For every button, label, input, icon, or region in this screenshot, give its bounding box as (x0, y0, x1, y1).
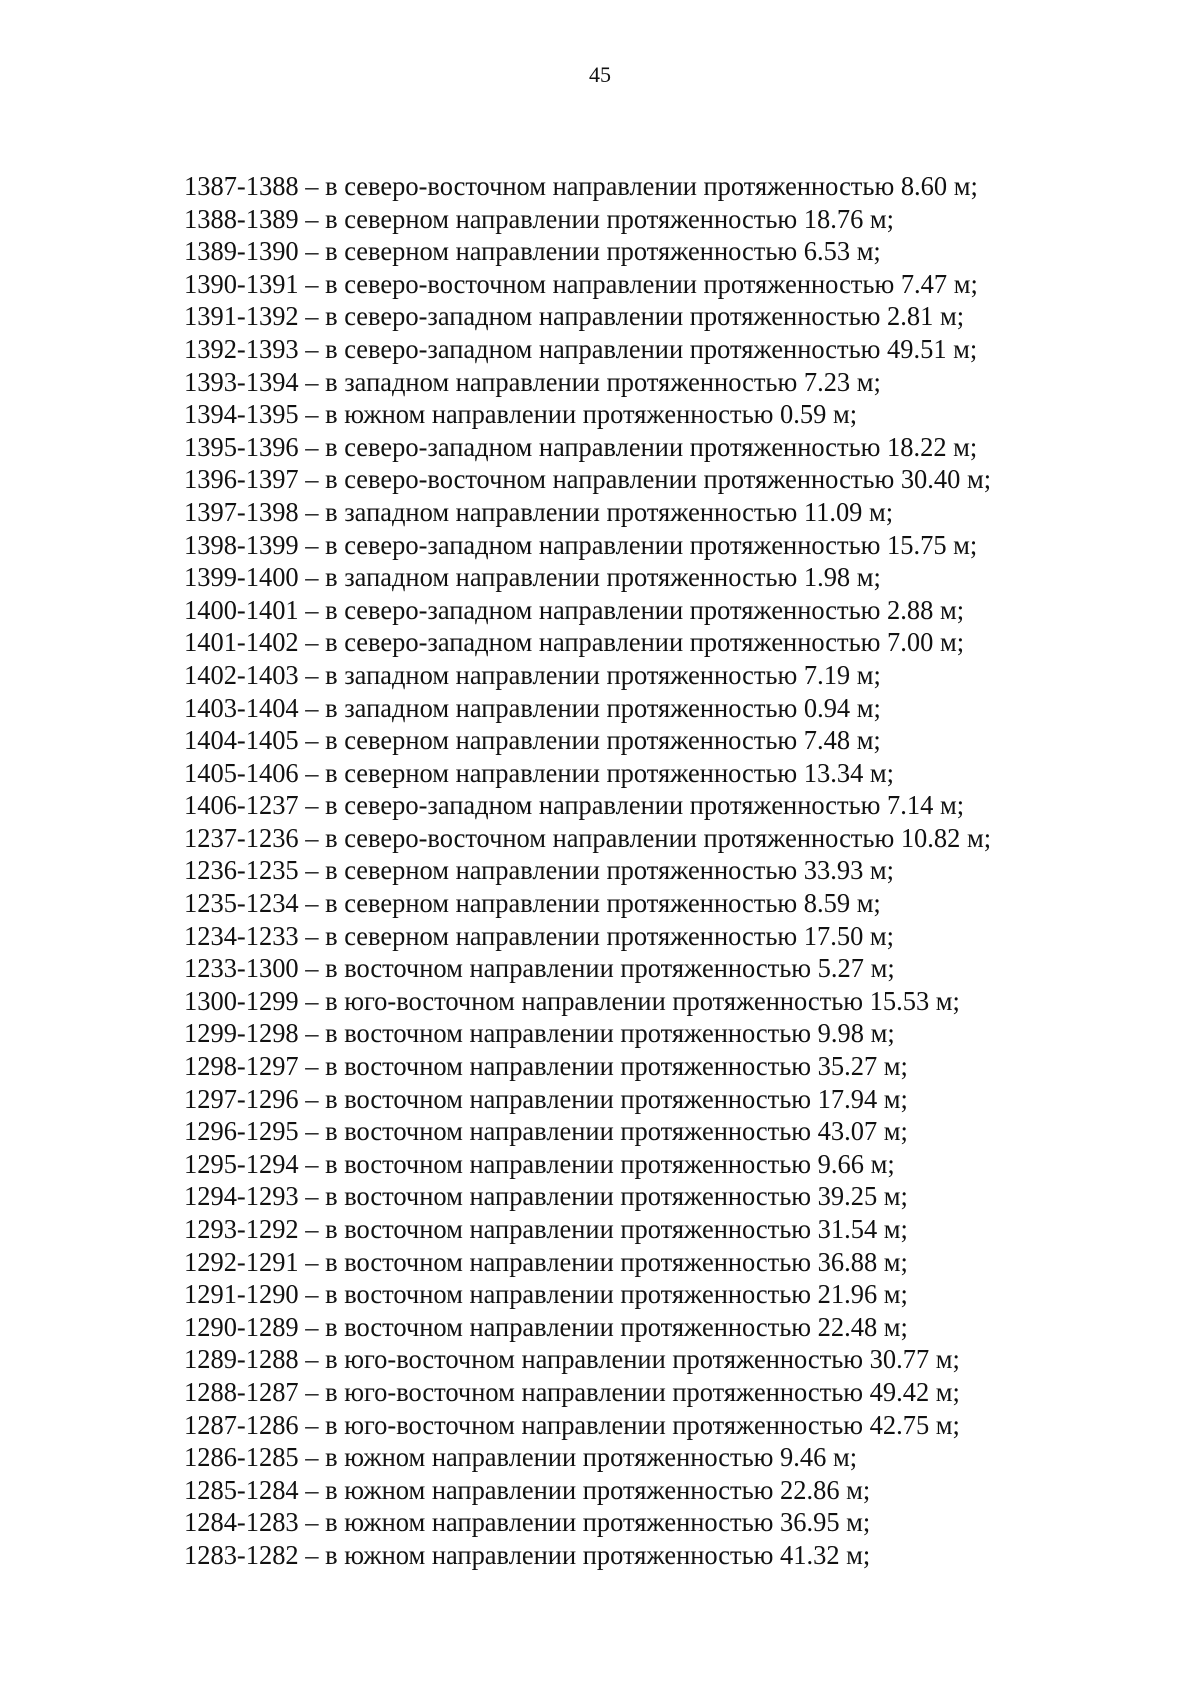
boundary-segment-line: 1395-1396 – в северо-западном направлении протяженностью 18.22 м; (184, 431, 978, 462)
boundary-segment-line: 1406-1237 – в северо-западном направлении протяженностью 7.14 м; (184, 790, 965, 821)
boundary-segment-line: 1291-1290 – в восточном направлении протяженностью 21.96 м; (184, 1279, 908, 1310)
boundary-segment-line: 1298-1297 – в восточном направлении протяженностью 35.27 м; (184, 1051, 908, 1082)
boundary-segment-line: 1234-1233 – в северном направлении протяженностью 17.50 м; (184, 920, 895, 951)
boundary-segment-line: 1289-1288 – в юго-восточном направлении протяженностью 30.77 м; (184, 1344, 960, 1375)
boundary-segment-line: 1404-1405 – в северном направлении протяженностью 7.48 м; (184, 725, 881, 756)
boundary-segment-line: 1292-1291 – в восточном направлении протяженностью 36.88 м; (184, 1246, 908, 1277)
boundary-segment-line: 1400-1401 – в северо-западном направлении протяженностью 2.88 м; (184, 594, 965, 625)
boundary-segment-line: 1286-1285 – в южном направлении протяженностью 9.46 м; (184, 1442, 858, 1473)
boundary-segment-line: 1290-1289 – в восточном направлении протяженностью 22.48 м; (184, 1311, 908, 1342)
boundary-segment-line: 1294-1293 – в восточном направлении протяженностью 39.25 м; (184, 1181, 908, 1212)
boundary-segment-line: 1389-1390 – в северном направлении протяженностью 6.53 м; (184, 236, 881, 267)
boundary-segment-line: 1295-1294 – в восточном направлении протяженностью 9.66 м; (184, 1148, 895, 1179)
boundary-segment-line: 1233-1300 – в восточном направлении протяженностью 5.27 м; (184, 953, 895, 984)
boundary-segment-line: 1393-1394 – в западном направлении протяженностью 7.23 м; (184, 366, 881, 397)
boundary-segment-line: 1397-1398 – в западном направлении протяженностью 11.09 м; (184, 496, 894, 527)
boundary-segment-line: 1300-1299 – в юго-восточном направлении протяженностью 15.53 м; (184, 985, 960, 1016)
boundary-segment-line: 1398-1399 – в северо-западном направлении протяженностью 15.75 м; (184, 529, 978, 560)
boundary-segment-line: 1394-1395 – в южном направлении протяженностью 0.59 м; (184, 399, 858, 430)
boundary-segment-line: 1237-1236 – в северо-восточном направлении протяженностью 10.82 м; (184, 822, 992, 853)
boundary-segment-line: 1401-1402 – в северо-западном направлении протяженностью 7.00 м; (184, 627, 965, 658)
boundary-segment-line: 1284-1283 – в южном направлении протяженностью 36.95 м; (184, 1507, 871, 1538)
boundary-segment-line: 1396-1397 – в северо-восточном направлении протяженностью 30.40 м; (184, 464, 992, 495)
boundary-segment-line: 1390-1391 – в северо-восточном направлении протяженностью 7.47 м; (184, 268, 978, 299)
boundary-segment-line: 1403-1404 – в западном направлении протяженностью 0.94 м; (184, 692, 881, 723)
boundary-segment-line: 1399-1400 – в западном направлении протяженностью 1.98 м; (184, 562, 881, 593)
boundary-segment-line: 1299-1298 – в восточном направлении протяженностью 9.98 м; (184, 1018, 895, 1049)
boundary-segment-line: 1392-1393 – в северо-западном направлении протяженностью 49.51 м; (184, 333, 978, 364)
boundary-segment-line: 1405-1406 – в северном направлении протяженностью 13.34 м; (184, 757, 895, 788)
boundary-segment-line: 1236-1235 – в северном направлении протяженностью 33.93 м; (184, 855, 895, 886)
boundary-segment-line: 1388-1389 – в северном направлении протяженностью 18.76 м; (184, 203, 895, 234)
boundary-segment-line: 1387-1388 – в северо-восточном направлении протяженностью 8.60 м; (184, 171, 978, 201)
boundary-segment-line: 1285-1284 – в южном направлении протяженностью 22.86 м; (184, 1474, 871, 1505)
boundary-segment-line: 1296-1295 – в восточном направлении протяженностью 43.07 м; (184, 1116, 908, 1147)
boundary-segment-line: 1288-1287 – в юго-восточном направлении протяженностью 49.42 м; (184, 1376, 960, 1407)
page-number: 45 (589, 62, 611, 87)
boundary-segment-line: 1293-1292 – в восточном направлении протяженностью 31.54 м; (184, 1214, 908, 1244)
boundary-segment-line: 1283-1282 – в южном направлении протяженностью 41.32 м; (184, 1539, 871, 1570)
boundary-segment-line: 1297-1296 – в восточном направлении протяженностью 17.94 м; (184, 1083, 908, 1114)
boundary-description-list (184, 170, 1084, 1572)
boundary-segment-line: 1391-1392 – в северо-западном направлении протяженностью 2.81 м; (184, 301, 965, 332)
boundary-segment-line: 1287-1286 – в юго-восточном направлении протяженностью 42.75 м; (184, 1409, 960, 1440)
boundary-segment-line: 1235-1234 – в северном направлении протяженностью 8.59 м; (184, 888, 881, 919)
boundary-segment-line: 1402-1403 – в западном направлении протяженностью 7.19 м; (184, 659, 881, 690)
